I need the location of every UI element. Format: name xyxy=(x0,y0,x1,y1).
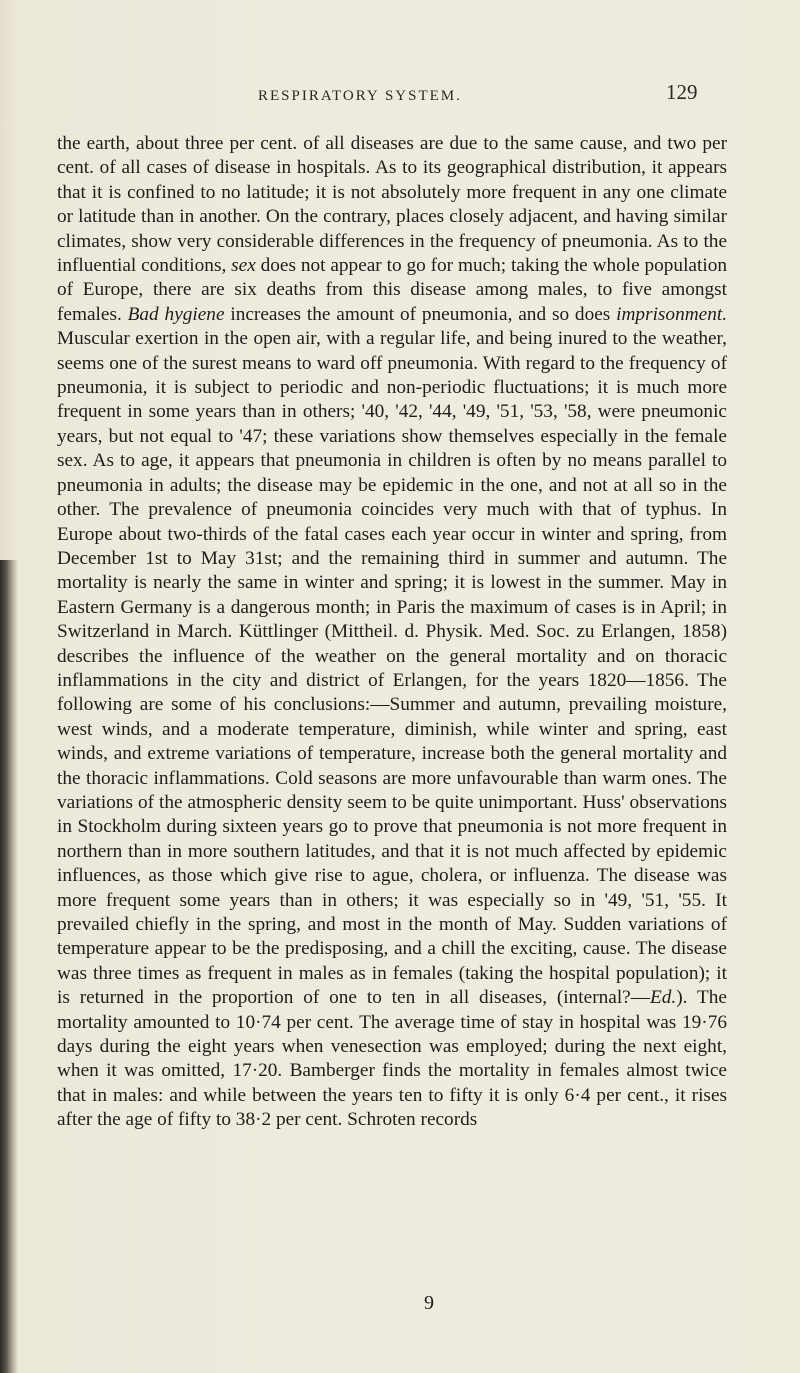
text-segment: Muscular exertion in the open air, with a regular life, and being inured to the weather, seems one of the surest means to ward off pneumonia. With regard to the frequency of pneumonia, it is subject to periodic and non-periodic fluctuations; it is much more frequent in some years than in others; '40, '42, '44, '49, '51, '53, '58, were pneumonic years, but not equal to '47; these variations show themselves especially in the female sex. As to age, it appears that pneumonia in children is often by no means parallel to pneumonia in adults; the disease may be epidemic in the one, and not at all so in the other. The prevalence of pneumonia coincides very much with that of typhus. In Europe about two-thirds of the fatal cases each year occur in winter and spring, from December 1st to May 31st; and the remaining third in summer and autumn. The mortality is nearly the same in winter and spring; it is lowest in the summer. May in Eastern Germany is a dangerous month; in Paris the maximum of cases is in April; in Switzerland in March. Küttlinger (Mittheil. d. Physik. Med. Soc. zu Erlangen, 1858) describes the influence of the weather on the general mortality and on thoracic inflammations in the city and district of Erlangen, for the years 1820—1856. The following are some of his conclusions:—Summer and autumn, prevailing moisture, west winds, and a moderate temperature, diminish, while winter and spring, east winds, and extreme variations of temperature, increase both the general mortality and the thoracic inflammations. Cold seasons are more unfavourable than warm ones. The variations of the atmospheric density seem to be quite unimportant. Huss' observations in Stockholm during sixteen years go to prove that pneumonia is not more frequent in northern than in more southern latitudes, and that it is not much affected by epidemic influences, as those which give rise to ague, cholera, or influenza. The disease was more frequent some years than in others; it was especially so in '49, '51, '55. It prevailed chiefly in the spring, and most in the month of May. Sudden variations of temperature appear to be the predisposing, and a chill the exciting, cause. The disease was three times as frequent in males as in females (taking the hospital population); it is returned in the proportion of one to ten in all diseases, (internal?— xyxy=(57,328,727,1009)
italic-term: Bad hygiene xyxy=(127,303,225,325)
paragraph xyxy=(57,132,727,1133)
italic-term: sex xyxy=(231,255,256,277)
text-segment: does not appear to go for much; taking the whole population of Europe, there are six deaths from this disease among males, to five amongst females. xyxy=(57,255,727,325)
running-head: RESPIRATORY SYSTEM. xyxy=(258,88,462,104)
page-header xyxy=(0,80,800,110)
italic-term: Ed. xyxy=(650,987,677,1009)
page-number: 129 xyxy=(666,80,698,104)
text-segment: the earth, about three per cent. of all diseases are due to the same cause, and two per cent. of all cases of disease in hospitals. As to its geographical distribution, it appears that it is confined to no latitude; it is not absolutely more frequent in any one climate or latitude than in another. On the contrary, places closely adjacent, and having similar climates, show very considerable differences in the frequency of pneumonia. As to the influential conditions, xyxy=(57,133,727,277)
text-segment: increases the amount of pneumonia, and so does xyxy=(224,303,617,325)
page-gutter-shadow xyxy=(0,560,18,1373)
signature-mark: 9 xyxy=(424,1292,434,1314)
body-text xyxy=(57,132,727,1133)
italic-term: imprisonment. xyxy=(616,303,728,325)
text-segment: ). The mortality amounted to 10·74 per cent. The average time of stay in hospital was 19·76 days during the eight years when venesection was employed; during the next eight, when it was omitted, 17·20. Bamberger finds the mortality in females almost twice that in males: and while between the years ten to fifty it is only 6·4 per cent., it rises after the age of fifty to 38·2 per cent. Schroten records xyxy=(57,987,727,1131)
